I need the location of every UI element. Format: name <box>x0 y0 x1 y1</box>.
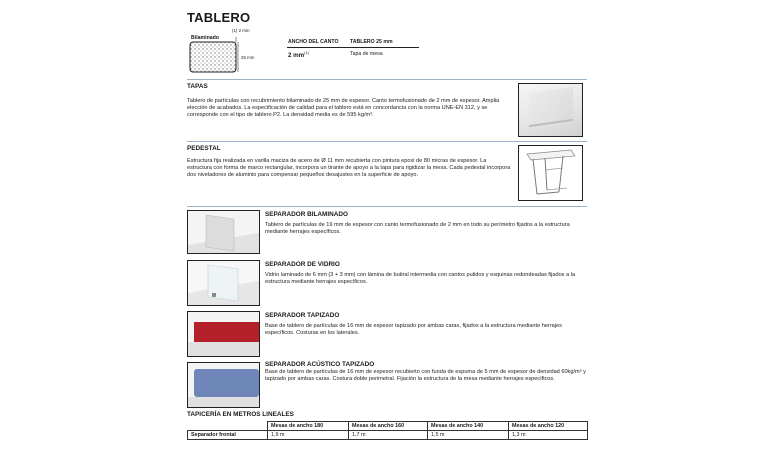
spec-col1-value-text: 2 mm <box>288 52 305 60</box>
bilaminado-graphic <box>188 211 259 253</box>
separador-acustico-text: Base de tablero de partículas de 16 mm de espesor recubierto con funda de espuma de 5 mm de espesor de densidad 60kg/m³ y tapizado por ambas caras. Costura doble perimetral. Fijación la estructura de la mesa mediante herrajes específicos. <box>265 369 586 383</box>
table-corner-cell <box>188 422 268 431</box>
table-header-cell: Mesas de ancho 140 <box>428 422 509 431</box>
tapas-image <box>518 83 583 137</box>
tapas-divider <box>187 79 587 80</box>
spec-col2-header: TABLERO 25 mm <box>350 39 393 45</box>
separador-bilaminado-image <box>187 210 260 254</box>
tapizado-graphic <box>188 312 259 356</box>
board-diagram <box>186 28 264 76</box>
tapas-image-board <box>529 87 573 127</box>
table-header-cell: Mesas de ancho 120 <box>509 422 588 431</box>
separador-bilaminado-heading: SEPARADOR BILAMINADO <box>265 211 348 218</box>
tapiceria-heading: TAPICERÍA EN METROS LINEALES <box>187 411 294 418</box>
separador-vidrio-text: Vidrio laminado de 6 mm (3 + 3 mm) con lámina de butiral intermedia con cantos pulidos y esquinas redondeadas fijados a la estructura mediante herrajes específicos. <box>265 272 576 286</box>
table-header-cell: Mesas de ancho 180 <box>268 422 349 431</box>
tapas-heading: TAPAS <box>187 83 208 90</box>
vidrio-graphic <box>188 261 259 305</box>
separador-acustico-image <box>187 362 260 408</box>
pedestal-text: Estructura fija realizada en varilla maciza de acero de Ø 11 mm recubierta con pintura epoxi de 80 micras de espesor. La estructura con forma de marco rectangular, incorpora un tirante de apoyo a la tapa para rigidizar la mesa. Cada pedestal incorpora dos niveladores de aluminio para compensar pequeños desajustes en la superficie de apoyo. <box>187 158 511 179</box>
pedestal-heading: PEDESTAL <box>187 145 221 152</box>
diagram-label: Bilaminado <box>191 35 219 41</box>
spec-col1-header: ANCHO DEL CANTO <box>288 39 339 45</box>
table-cell: 1,5 m <box>428 431 509 440</box>
pedestal-frame-graphic <box>519 146 582 200</box>
spec-divider <box>287 47 419 48</box>
spec-col2-value: Tapa de mesa <box>350 51 383 57</box>
diagram-thickness-top: (1) 2 mm <box>232 28 250 33</box>
diagram-thickness-side: 25 mm <box>241 55 255 60</box>
pedestal-divider <box>187 141 587 142</box>
separador-acustico-heading: SEPARADOR ACÚSTICO TAPIZADO <box>265 361 375 368</box>
acustico-graphic <box>188 363 259 407</box>
separador-vidrio-image <box>187 260 260 306</box>
separador-vidrio-heading: SEPARADOR DE VIDRIO <box>265 261 340 268</box>
tapas-text: Tablero de partículas con recubrimiento bilaminado de 25 mm de espesor. Canto termofusionado de 2 mm de espesor. Amplia elección de acabados. La especificación de calidad para el tablero está en concordancia con la norma UNE-EN 312, y se corresponde con el tipo de tablero P2. La densidad media es de 595 kg/m³. <box>187 98 500 119</box>
table-cell: 1,7 m <box>349 431 428 440</box>
separador-bilaminado-text: Tablero de partículas de 19 mm de espesor con canto termofusionado de 2 mm en todo su perímetro fijados a la estructura mediante herrajes específicos. <box>265 222 570 236</box>
tapiceria-table <box>187 421 588 440</box>
table-cell: 1,3 m <box>509 431 588 440</box>
spec-col1-sup: (1) <box>304 50 310 55</box>
separador-tapizado-heading: SEPARADOR TAPIZADO <box>265 312 340 319</box>
table-header-cell: Mesas de ancho 160 <box>349 422 428 431</box>
page-title: TABLERO <box>187 10 251 25</box>
table-row <box>188 431 588 440</box>
separador-tapizado-image <box>187 311 260 357</box>
table-cell: 1,9 m <box>268 431 349 440</box>
separadores-divider <box>187 206 587 207</box>
table-row <box>188 422 588 431</box>
spec-col1-value <box>288 50 309 59</box>
table-row-label: Separador frontal <box>188 431 268 440</box>
pedestal-image <box>518 145 583 201</box>
separador-tapizado-text: Base de tablero de partículas de 16 mm de espesor tapizado por ambas caras, fijados a la estructura mediante herrajes específicos. Costuras en los laterales. <box>265 323 562 337</box>
